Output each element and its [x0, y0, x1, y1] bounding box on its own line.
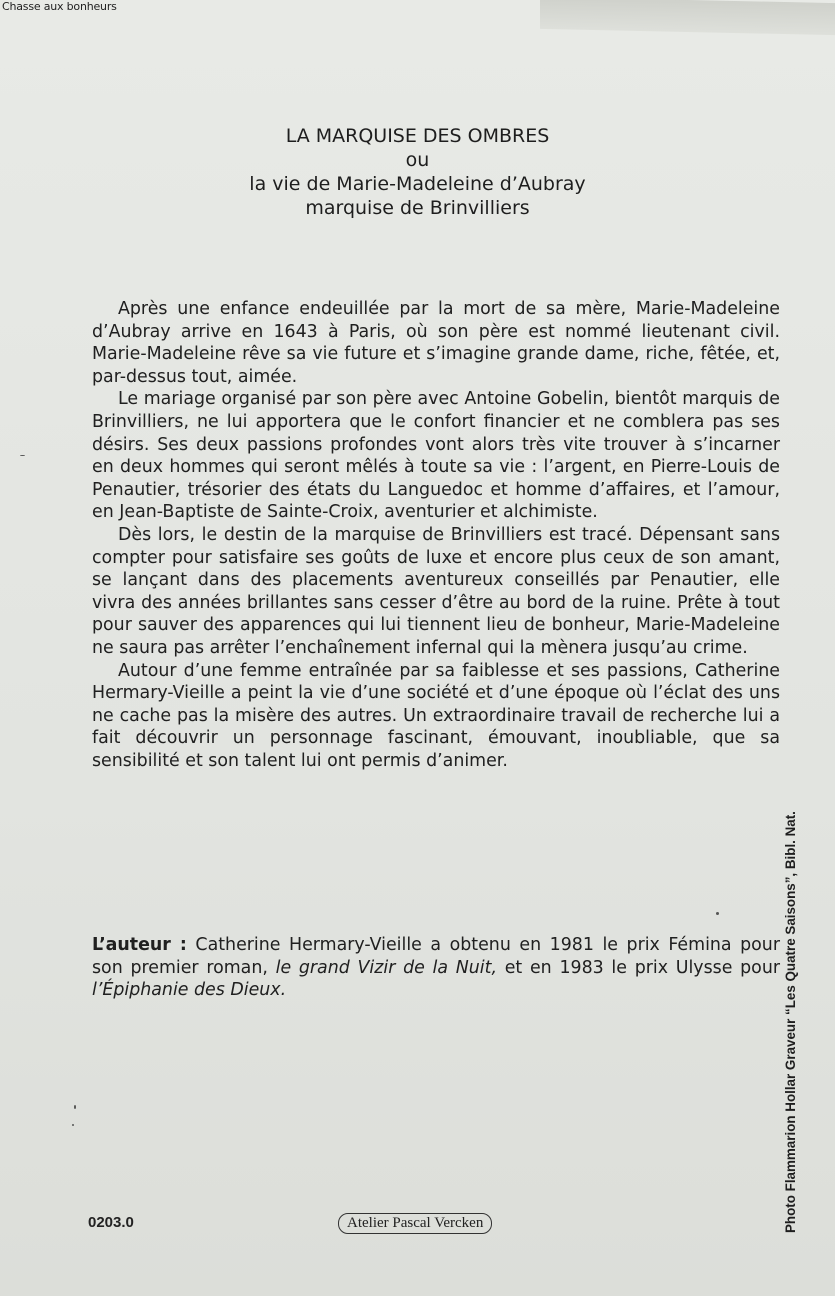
photo-credit: Photo Flammarion Hollar Graveur “Les Quatre Saisons”, Bibl. Nat.	[783, 811, 798, 1233]
watermark: Chasse aux bonheurs	[2, 0, 117, 13]
author-label: L’auteur :	[92, 935, 187, 955]
book-title	[0, 124, 835, 220]
summary-text	[92, 298, 780, 772]
title-line-3: la vie de Marie-Madeleine d’Aubray	[249, 173, 586, 195]
author-book-title-2: l’Épiphanie des Dieux.	[92, 980, 287, 1001]
author-text-2: et en 1983 le prix Ulysse pour	[497, 957, 780, 978]
atelier-credit: Atelier Pascal Vercken	[338, 1213, 492, 1234]
paper-speck	[716, 912, 719, 915]
author-text-1: Catherine Hermary-Vieille a obtenu en 1981 le prix Fémina pour son premier roman,	[92, 935, 780, 978]
paper-speck	[72, 1124, 74, 1126]
paper-speck	[74, 1105, 76, 1109]
paper-speck	[20, 455, 25, 456]
summary-paragraph-3: Dès lors, le destin de la marquise de Brinvilliers est tracé. Dépensant sans compter pour satisfaire ses goûts de luxe et encore plus ceux de son amant, se lançant dans des placements aventureux conseillés par Penautier, elle vivra des années brillantes sans cesser d’être au bord de la ruine. Prête à tout pour sauver des apparences qui lui tiennent lieu de bonheur, Marie-Madeleine ne saura pas arrêter l’enchaînement infernal qui la mènera jusqu’au crime.	[92, 524, 780, 658]
summary-paragraph-2: Le mariage organisé par son père avec Antoine Gobelin, bientôt marquis de Brinvilliers, ne lui apportera que le confort financier et ne comblera pas ses désirs. Ses deux passions profondes vont alors très vite trouver à s’incarner en deux hommes qui seront mêlés à toute sa vie : l’argent, en Pierre-Louis de Penautier, trésorier des états du Languedoc et homme d’affaires, et l’amour, en Jean-Baptiste de Sainte-Croix, aventurier et alchimiste.	[92, 389, 780, 523]
title-line-4: marquise de Brinvilliers	[305, 197, 530, 219]
tape-strip	[540, 0, 835, 35]
summary-paragraph-1: Après une enfance endeuillée par la mort de sa mère, Marie-Madeleine d’Aubray arrive en 1643 à Paris, où son père est nommé lieutenant civil. Marie-Madeleine rêve sa vie future et s’imagine grande dame, riche, fêtée, et, par-dessus tout, aimée.	[92, 299, 780, 387]
title-line-1: LA MARQUISE DES OMBRES	[285, 125, 550, 147]
catalog-code: 0203.0	[88, 1214, 134, 1231]
author-book-title-1: le grand Vizir de la Nuit,	[275, 957, 497, 978]
author-note	[92, 934, 780, 1002]
summary-paragraph-4: Autour d’une femme entraînée par sa faiblesse et ses passions, Catherine Hermary-Vieille a peint la vie d’une société et d’une époque où l’éclat des uns ne cache pas la misère des autres. Un extraordinaire travail de recherche lui a fait découvrir un personnage fascinant, émouvant, inoubliable, que sa sensibilité et son talent lui ont permis d’animer.	[92, 660, 780, 771]
title-line-2: ou	[405, 149, 430, 171]
